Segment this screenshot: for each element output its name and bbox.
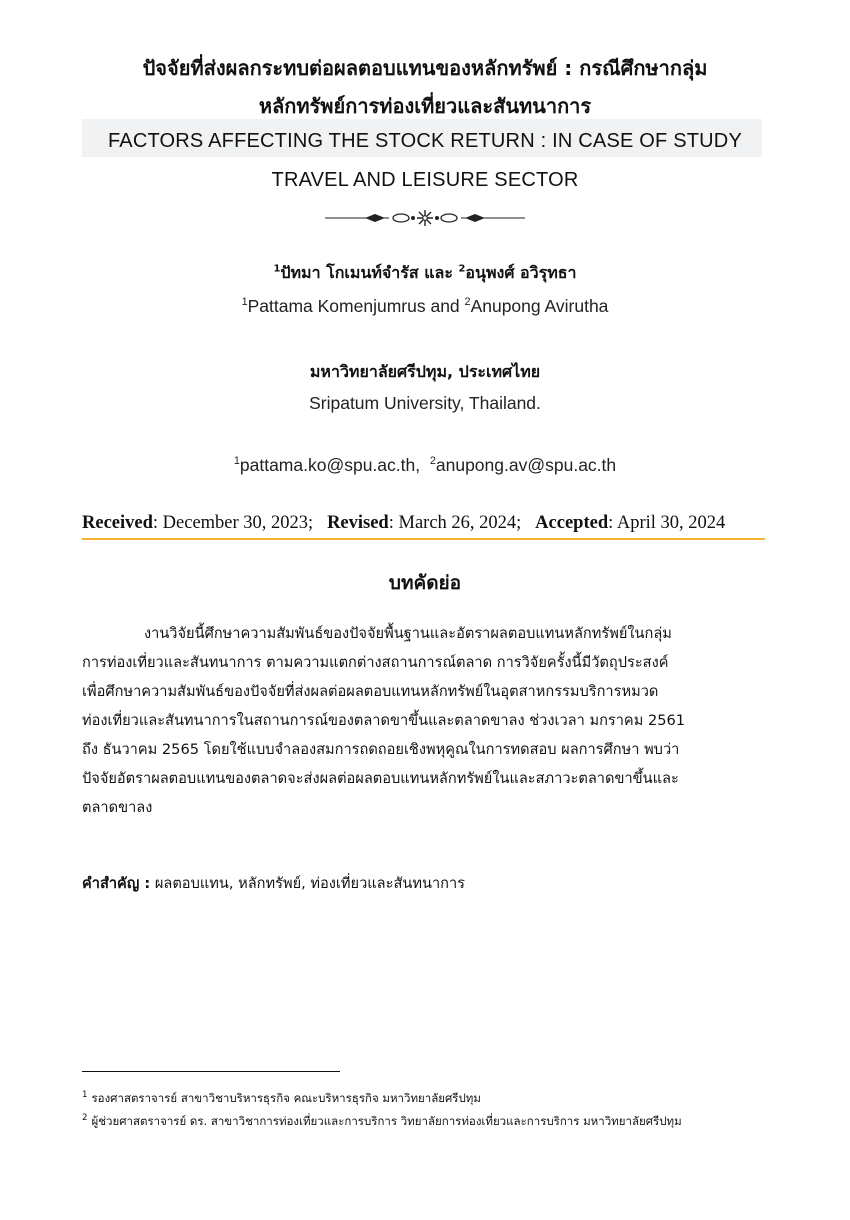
footnote-1: $^1$ รองศาสตราจารย์ สาขาวิชาบริหารธุรกิจ คณะบริหารธุรกิจ มหาวิทยาลัยศรีปทุม	[82, 1090, 481, 1105]
authors-english: $^1$Pattama Komenjumrus and $^2$Anupong Avirutha	[241, 296, 609, 316]
keywords	[82, 872, 465, 895]
keywords-text: ผลตอบแทน, หลักทรัพย์, ท่องเที่ยวและสันทนาการ	[150, 875, 466, 892]
author-emails: $^1$pattama.ko@spu.ac.th, $^2$anupong.av@spu.ac.th	[233, 455, 617, 475]
title-english-line-1: FACTORS AFFECTING THE STOCK RETURN : IN CASE OF STUDY	[107, 130, 742, 152]
footnote-2: $^2$ ผู้ช่วยศาสตราจารย์ ดร. สาขาวิชาการท่องเที่ยวและการบริการ วิทยาลัยการท่องเที่ยวและการบริการ มหาวิทยาลัยศรีปทุม	[82, 1113, 682, 1128]
abstract-line: ตลาดขาลง	[82, 799, 153, 816]
abstract-line: ปัจจัยอัตราผลตอบแทนของตลาดจะส่งผลต่อผลตอบแทนหลักทรัพย์ในและสภาวะตลาดขาขึ้นและ	[82, 770, 679, 787]
submission-dates: Received: December 30, 2023; Revised: March 26, 2024; Accepted: April 30, 2024	[82, 513, 765, 540]
authors-thai: $^1$ปัทมา โกเมนท์จำรัส และ $^2$อนุพงศ์ อวิรุทธา	[273, 263, 577, 282]
abstract-line: เพื่อศึกษาความสัมพันธ์ของปัจจัยที่ส่งผลต่อผลตอบแทนหลักทรัพย์ในอุตสาหกรรมบริการหมวด	[82, 683, 659, 700]
title-english-line-2: TRAVEL AND LEISURE SECTOR	[271, 169, 579, 191]
footnote-divider	[82, 1071, 340, 1072]
affiliation-english: Sripatum University, Thailand.	[309, 393, 541, 413]
abstract-line: งานวิจัยนี้ศึกษาความสัมพันธ์ของปัจจัยพื้นฐานและอัตราผลตอบแทนหลักทรัพย์ในกลุ่ม	[144, 625, 672, 642]
ornament-divider-icon	[325, 209, 525, 227]
email-link-2[interactable]: anupong.av@spu.ac.th	[435, 455, 617, 475]
abstract-heading: บทคัดย่อ	[388, 572, 462, 594]
email-link-1[interactable]: pattama.ko@spu.ac.th,	[239, 455, 421, 475]
abstract-line: การท่องเที่ยวและสันทนาการ ตามความแตกต่างสถานการณ์ตลาด การวิจัยครั้งนี้มีวัตถุประสงค์	[82, 654, 669, 671]
abstract-line: ถึง ธันวาคม 2565 โดยใช้แบบจำลองสมการถดถอยเชิงพหุคูณในการทดสอบ ผลการศึกษา พบว่า	[82, 741, 680, 758]
title-thai-line-1: ปัจจัยที่ส่งผลกระทบต่อผลตอบแทนของหลักทรัพย์ : กรณีศึกษากลุ่ม	[142, 56, 708, 80]
keywords-label: คำสำคัญ :	[82, 875, 151, 892]
affiliation-thai: มหาวิทยาลัยศรีปทุม, ประเทศไทย	[309, 362, 541, 381]
abstract-line: ท่องเที่ยวและสันทนาการในสถานการณ์ของตลาดขาขึ้นและตลาดขาลง ช่วงเวลา มกราคม 2561	[82, 712, 686, 729]
title-thai-line-2: หลักทรัพย์การท่องเที่ยวและสันทนาการ	[258, 94, 592, 118]
